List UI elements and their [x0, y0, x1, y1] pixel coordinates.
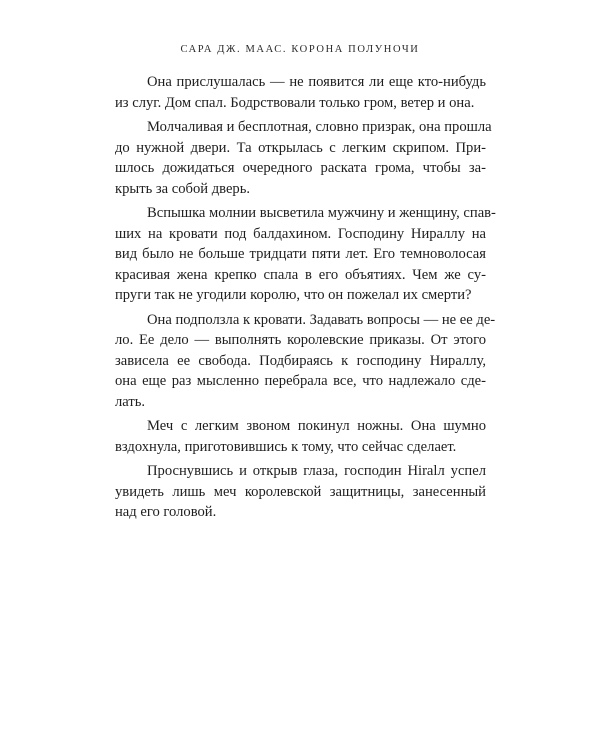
text-line: красивая жена крепко спала в его объятиях. Чем же су- [115, 266, 486, 283]
text-line: ло. Ее дело — выполнять королевские приказы. От этого [115, 332, 486, 348]
text-line: лать. [115, 393, 146, 410]
paragraph-3 [115, 203, 496, 306]
text-line: Она прислушалась — не появится ли еще кто-нибудь [147, 74, 486, 90]
running-header: САРА ДЖ. МААС. КОРОНА ПОЛУНОЧИ [180, 44, 420, 55]
text-line: Она подползла к кровати. Задавать вопросы — не ее де- [147, 311, 496, 328]
text-line: увидеть лишь меч королевской защитницы, занесенный [115, 483, 486, 500]
text-line: до нужной двери. Та открылась с легким скрипом. При- [115, 139, 486, 156]
text-line: Меч с легким звоном покинул ножны. Она шумно [147, 418, 486, 434]
text-line: крыть за собой дверь. [115, 180, 251, 197]
text-line: ших на кровати под балдахином. Господину Нираллу на [115, 225, 486, 242]
text-line: вид было не больше тридцати пяти лет. Его темноволосая [115, 246, 486, 262]
paragraph-2 [115, 117, 492, 199]
text-line: из слуг. Дом спал. Бодрствовали только гром, ветер и она. [115, 94, 475, 111]
paragraph-1 [115, 72, 486, 113]
text-line: над его головой. [115, 504, 217, 520]
text-line: шлось дожидаться очередного раската грома, чтобы за- [115, 160, 486, 176]
paragraph-4 [115, 310, 496, 413]
text-line: зависела ее свобода. Подбираясь к господину Нираллу, [115, 352, 486, 369]
text-line: она еще раз мысленно перебрала все, что надлежало сде- [115, 373, 486, 389]
text-line: Проснувшись и открыв глаза, господин Нiralл успел [147, 463, 486, 479]
body-text [115, 72, 496, 527]
text-line: Молчаливая и бесплотная, словно призрак, она прошла [147, 119, 492, 135]
paragraph-5 [115, 416, 486, 457]
text-line: вздохнула, приготовившись к тому, что сейчас сделает. [115, 438, 457, 455]
paragraph-6 [115, 461, 486, 523]
text-line: пруги так не угодили королю, что он пожелал их смерти? [115, 287, 472, 303]
text-line: Вспышка молнии высветила мужчину и женщину, спав- [147, 205, 496, 221]
